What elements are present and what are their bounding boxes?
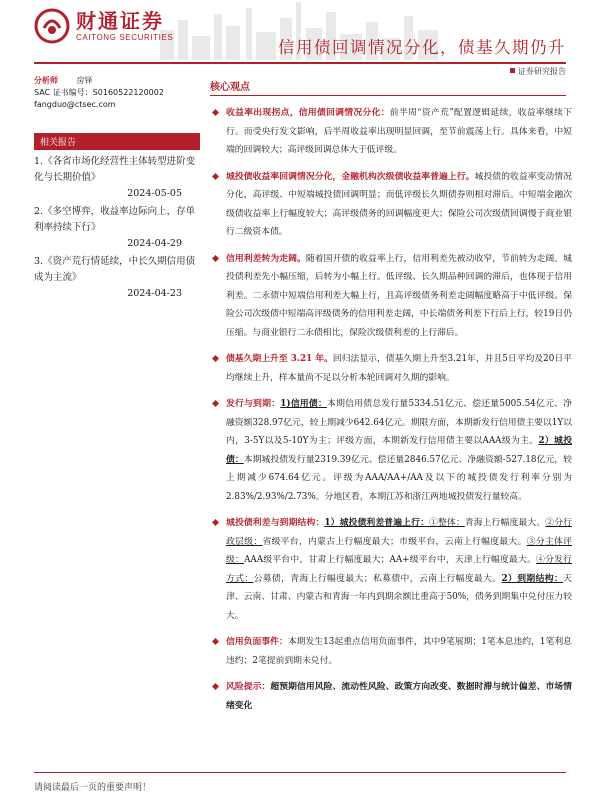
- related-report-date: 2024-04-29: [127, 238, 182, 249]
- paragraph-subhead: 2）到期结构：: [501, 573, 564, 584]
- related-reports-heading: 相关报告: [34, 133, 200, 150]
- paragraph-clause-label: ③分主体评级：: [226, 536, 572, 565]
- paragraph-subhead: 2）城投债：: [226, 436, 572, 465]
- paragraph-clause-label: ④分发行方式：: [226, 555, 572, 584]
- paragraph-text: 前半周“资产荒”配置逻辑延续，收益率继续下行。而受央行发文影响，后半周收益率出现明显回调，至节前震荡上行。具体来看，中短端的回调较大；高评级回调总体大于低评级。: [226, 108, 572, 155]
- related-reports: [34, 133, 200, 302]
- paragraph-lead: 信用负面事件：: [226, 637, 288, 647]
- square-bullet-icon: [510, 68, 515, 73]
- footer-disclaimer: 请阅读最后一页的重要声明！: [34, 783, 152, 793]
- paragraph-lead: 城投债利差与到期结构：: [226, 518, 325, 528]
- paragraph-chengtou-spread-structure: [210, 514, 572, 625]
- related-report-item[interactable]: [34, 154, 200, 202]
- analyst-label: 分析师: [34, 76, 58, 85]
- company-logo: [34, 8, 173, 44]
- paragraph-text: 本期信用债总发行量5334.51亿元、偿还量5005.54亿元、净融资额328.97亿元，较上期减少642.64亿元。期限方面，本期新发行信用债主要以1Y以内，3-5Y以及5-10Y为主；评级方面，本期新发行信用债主要以AAA级为主。: [226, 399, 572, 446]
- paragraph-lead: 债基久期上升至 3.21 年。: [226, 354, 333, 364]
- left-sidebar: [34, 75, 200, 304]
- header-divider: [34, 62, 566, 64]
- paragraph-text: 公募债，青海上行幅度最大；私募债中，云南上行幅度最大。: [253, 573, 502, 584]
- related-report-date: 2024-04-23: [127, 288, 182, 299]
- diamond-bullet-icon: [212, 400, 219, 407]
- related-report-title[interactable]: 3.《资产荒行情延续，中长久期信用债成为主流》: [34, 256, 196, 283]
- paragraph-lead: 风险提示：: [226, 682, 271, 692]
- paragraph-text: 青海上行幅度最大。: [464, 518, 546, 528]
- paragraph-lead: 收益率出现拐点，信用债回调情况分化：: [226, 108, 390, 118]
- paragraph-text: 随着国开债的收益率上行，信用利差先被动收窄，节前转为走阔。城投债利差先小幅压缩，后转为小幅上行。低评级、长久期品种回调的滞后，也体现于信用利差。二永债中短端信用利差大幅上行，且高评级债务利差走阔幅度略高于中低评级。保险公司次级债中短端高评级债务的信用利差走阔，中长端债务利差下行后上行，较19日仍压缩。与商业银行二永债相比，保险次级债利差的上行滞后。: [226, 253, 572, 338]
- related-report-title[interactable]: 2.《多空博弈，收益率边际向上，存单利率持续下行》: [34, 206, 196, 233]
- paragraph-clause-label: ①整体：: [429, 518, 465, 528]
- diamond-bullet-icon: [212, 109, 219, 116]
- paragraph-negative-events: [210, 633, 572, 670]
- paragraph-lead: 信用利差转为走阔。: [226, 253, 306, 264]
- paragraph-text: 城投债的收益率变动情况分化，高评级、中短端城投债回调明显；而低评级长久期债券则相对滞后。中短端金融次级债收益率上行幅度较大；高评级债务的回调幅度更大；保险公司次级债回调慢于商业银行二级资本债。: [226, 171, 572, 237]
- paragraph-clause-label: ②分行政层级：: [226, 518, 572, 547]
- report-type-text: 证券研究报告: [518, 67, 566, 76]
- diamond-bullet-icon: [212, 173, 219, 180]
- paragraph-chengtou-yield: [210, 168, 572, 242]
- paragraph-subhead: 1)信用债：: [280, 399, 328, 409]
- paragraph-lead: 发行与到期：: [226, 399, 281, 409]
- logo-emblem-icon: [34, 8, 70, 44]
- diamond-bullet-icon: [212, 683, 219, 690]
- paragraph-lead: 城投债收益率回调情况分化，金融机构次级债收益率普遍上行。: [226, 171, 475, 182]
- footer-divider: [34, 772, 566, 773]
- report-title: 信用债回调情况分化，债基久期仍升: [278, 38, 566, 57]
- paragraph-issuance-maturity: [210, 395, 572, 506]
- paragraph-text: 天津、云南、甘肃、内蒙古和青海一年内到期余额比重高于50%，债务到期集中兑付压力较大。: [226, 573, 572, 621]
- related-report-item[interactable]: [34, 204, 200, 252]
- diamond-bullet-icon: [212, 519, 219, 526]
- paragraph-text: AAA级平台中，甘肃上行幅度最大；AA+级平台中，天津上行幅度最大。: [244, 555, 537, 565]
- diamond-bullet-icon: [212, 255, 219, 262]
- paragraph-text: 超预期信用风险、流动性风险、政策方向改变、数据时滞与统计偏差、市场情绪变化: [226, 682, 572, 711]
- paragraph-yield-turning: [210, 104, 572, 160]
- related-report-item[interactable]: [34, 254, 200, 302]
- paragraph-text: 本期发生13起重点信用负面事件，其中9笔展期；1笔本息违约，1笔利息违约；2笔提前到期未兑付。: [226, 637, 572, 666]
- core-views-section: [210, 78, 572, 715]
- paragraph-text: 省级平台，内蒙古上行幅度最大；市级平台，云南上行幅度最大。: [262, 536, 527, 547]
- paragraph-credit-spread: [210, 250, 572, 343]
- related-report-title[interactable]: 1.《各省市场化经营性主体转型进阶变化与长期价值》: [34, 156, 196, 183]
- diamond-bullet-icon: [212, 355, 219, 362]
- core-views-heading: 核心观点: [210, 78, 566, 96]
- analyst-line: [34, 75, 200, 87]
- logo-english-name: CAITONG SECURITIES: [76, 33, 174, 42]
- paragraph-text: 回归法显示，债基久期上升至3.21年，并且5日平均及20日平均继续上升，样本量尚不足以分析本轮回调对久期的影响。: [226, 354, 572, 383]
- paragraph-text: 本期城投债发行量2319.39亿元、偿还量2846.57亿元、净融资额-527.18亿元，较上期减少674.64亿元。评级为AAA/AA+/AA及以下的城投债发行利率分别为2.83%/2.93%/2.73%。分地区看，本期江苏和浙江两地城投债发行量较高。: [226, 454, 572, 502]
- report-type-label: [510, 66, 566, 77]
- related-reports-list: [34, 154, 200, 302]
- analyst-name: 房铎: [76, 76, 93, 85]
- paragraph-bond-fund-duration: [210, 350, 572, 387]
- paragraph-subhead: 1）城投债利差普遍上行：: [324, 518, 430, 528]
- sac-certificate: SAC 证书编号：S0160522120002: [34, 88, 164, 97]
- diamond-bullet-icon: [212, 638, 219, 645]
- logo-chinese-name: 财通证券: [76, 9, 164, 33]
- paragraph-risk-warning: [210, 678, 572, 715]
- related-report-date: 2024-05-05: [127, 188, 182, 199]
- analyst-email[interactable]: fangduo@ctsec.com: [34, 100, 116, 109]
